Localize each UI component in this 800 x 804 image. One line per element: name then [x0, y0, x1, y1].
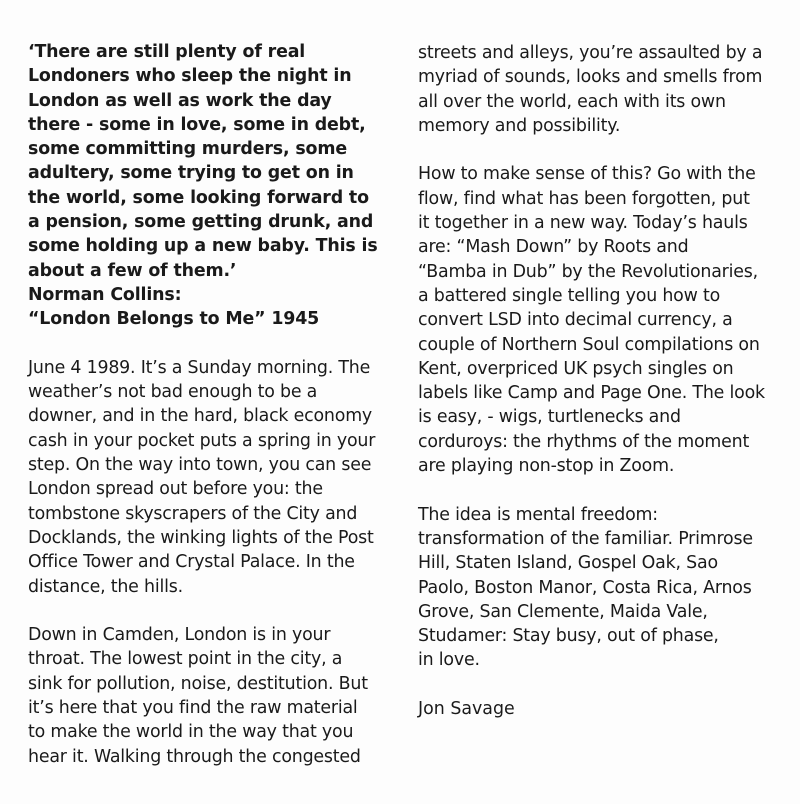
paragraph-2-continued — [418, 41, 788, 138]
text-line: cash in your pocket puts a spring in your — [28, 430, 376, 451]
epigraph-line: a pension, some getting drunk, and — [28, 212, 374, 233]
text-line: Office Tower and Crystal Palace. In the — [28, 552, 355, 573]
text-line: streets and alleys, you’re assaulted by a — [418, 43, 763, 63]
text-line: convert LSD into decimal currency, a — [418, 310, 733, 331]
epigraph-source: “London Belongs to Me” 1945 — [28, 309, 320, 330]
text-line: distance, the hills. — [28, 576, 183, 597]
text-line: it together in a new way. Today’s hauls — [418, 213, 748, 234]
text-line: Grove, San Clemente, Maida Vale, — [418, 601, 708, 622]
text-line: to make the world in the way that you — [28, 722, 354, 743]
epigraph-line: some holding up a new baby. This is — [28, 236, 378, 257]
epigraph — [28, 40, 383, 332]
text-line: in love. — [418, 650, 480, 671]
text-line: weather’s not bad enough to be a — [28, 382, 318, 403]
text-line: flow, find what has been forgotten, put — [418, 188, 750, 209]
text-line: The idea is mental freedom: — [418, 504, 658, 525]
text-line: Kent, overpriced UK psych singles on — [418, 358, 734, 379]
epigraph-author: Norman Collins: — [28, 284, 182, 305]
text-line: throat. The lowest point in the city, a — [28, 649, 343, 670]
epigraph-line: there - some in love, some in debt, — [28, 114, 366, 135]
paragraph-gap — [28, 599, 383, 623]
text-line: are playing non-stop in Zoom. — [418, 456, 675, 477]
paragraph-gap — [28, 332, 383, 356]
text-line: corduroys: the rhythms of the moment — [418, 431, 750, 452]
text-line: couple of Northern Soul compilations on — [418, 334, 760, 355]
text-line: June 4 1989. It’s a Sunday morning. The — [28, 357, 371, 378]
paragraph-2 — [28, 623, 383, 769]
text-line: Studamer: Stay busy, out of phase, — [418, 626, 719, 647]
text-line: myriad of sounds, looks and smells from — [418, 67, 763, 88]
text-line: hear it. Walking through the congested — [28, 746, 361, 767]
paragraph-4 — [418, 503, 788, 673]
text-line: all over the world, each with its own — [418, 91, 726, 112]
epigraph-line: Londoners who sleep the night in — [28, 66, 352, 87]
text-line: sink for pollution, noise, destitution. But — [28, 673, 368, 694]
paragraph-gap — [418, 138, 788, 162]
epigraph-line: ‘There are still plenty of real — [28, 42, 306, 62]
author-signature: Jon Savage — [418, 699, 515, 720]
right-column — [418, 0, 788, 721]
epigraph-line: adultery, some trying to get on in — [28, 163, 354, 184]
text-line: Hill, Staten Island, Gospel Oak, Sao — [418, 553, 718, 574]
text-line: transformation of the familiar. Primrose — [418, 528, 753, 549]
text-line: How to make sense of this? Go with the — [418, 164, 756, 185]
paragraph-gap — [418, 673, 788, 697]
paragraph-3 — [418, 162, 788, 478]
text-line: Docklands, the winking lights of the Post — [28, 527, 374, 548]
epigraph-line: some committing murders, some — [28, 139, 347, 160]
text-line: is easy, - wigs, turtlenecks and — [418, 407, 681, 428]
text-line: a battered single telling you how to — [418, 285, 721, 306]
text-line: downer, and in the hard, black economy — [28, 406, 373, 427]
text-line: Down in Camden, London is in your — [28, 625, 331, 646]
text-line: Paolo, Boston Manor, Costa Rica, Arnos — [418, 577, 752, 598]
text-line: London spread out before you: the — [28, 479, 323, 500]
epigraph-line: the world, some looking forward to — [28, 187, 369, 208]
epigraph-line: about a few of them.’ — [28, 260, 237, 281]
text-line: step. On the way into town, you can see — [28, 455, 372, 476]
paragraph-gap — [418, 478, 788, 502]
left-column — [28, 0, 383, 769]
text-line: are: “Mash Down” by Roots and — [418, 237, 689, 258]
text-line: “Bamba in Dub” by the Revolutionaries, — [418, 261, 758, 282]
paragraph-1 — [28, 356, 383, 599]
text-line: tombstone skyscrapers of the City and — [28, 503, 358, 524]
text-line: it’s here that you find the raw material — [28, 698, 358, 719]
epigraph-line: London as well as work the day — [28, 90, 332, 111]
text-line: labels like Camp and Page One. The look — [418, 383, 765, 404]
text-line: memory and possibility. — [418, 115, 621, 136]
